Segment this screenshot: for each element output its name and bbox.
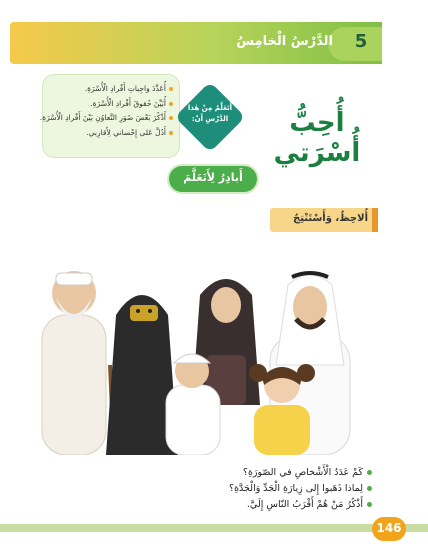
page-title: أُحِبُّ أُسْرَتي (273, 108, 361, 168)
family-illustration (30, 245, 382, 455)
questions-list (150, 465, 372, 513)
bullet-icon (367, 502, 372, 507)
activity-marker (372, 208, 378, 232)
section-label: أَبادِرُ لِأَتَعَلَّمَ (183, 171, 243, 184)
bullet-icon (169, 87, 173, 91)
question-item: كَمْ عَدَدُ الْأَشْخاصِ في الصّورَةِ؟ (150, 465, 372, 481)
page-number: 146 (376, 521, 402, 535)
bullet-icon (169, 116, 173, 120)
bullet-icon (367, 470, 372, 475)
question-item: لِماذا ذَهَبوا إِلى زِيارَةِ الْجَدِّ وَالْجَدَّةِ؟ (150, 481, 372, 497)
lesson-label: الدَّرْسُ الْخامِسُ (236, 34, 333, 49)
objective-item: أُعَدِّدَ واجِباتِ أَفْرادِ الْأُسْرَةِ. (47, 82, 173, 97)
girl-figure (249, 364, 315, 455)
objectives-list (39, 82, 173, 140)
activity-label: أُلاحِظُ، وَأَسْتَنْتِجُ (293, 213, 368, 224)
lesson-number: 5 (354, 31, 368, 52)
objective-item: أُبَيِّنَ حُقوقَ أَفْرادِ الْأُسْرَةِ. (47, 97, 173, 112)
bullet-icon (169, 102, 173, 106)
grandfather-figure (42, 271, 114, 455)
footer-bar (0, 524, 428, 532)
question-item: أَذْكُرُ مَنْ هُمْ أَقْرَبُ النّاسِ إِلَيَّ. (150, 497, 372, 513)
objective-item: أَدُلَّ عَلى إِحْساني لِأَقارِبي. (47, 126, 173, 141)
bullet-icon (367, 486, 372, 491)
objective-item: أَذْكُرَ بَعْضَ صُوَرِ التَّعاوُنِ بَيْنَ أَفْرادِ الْأُسْرَةِ. (47, 111, 173, 126)
bullet-icon (169, 131, 173, 135)
objectives-badge-label: أَتَعَلَّمُ مِنْ هٰذا الدَّرْسِ أَنْ: (187, 104, 233, 123)
